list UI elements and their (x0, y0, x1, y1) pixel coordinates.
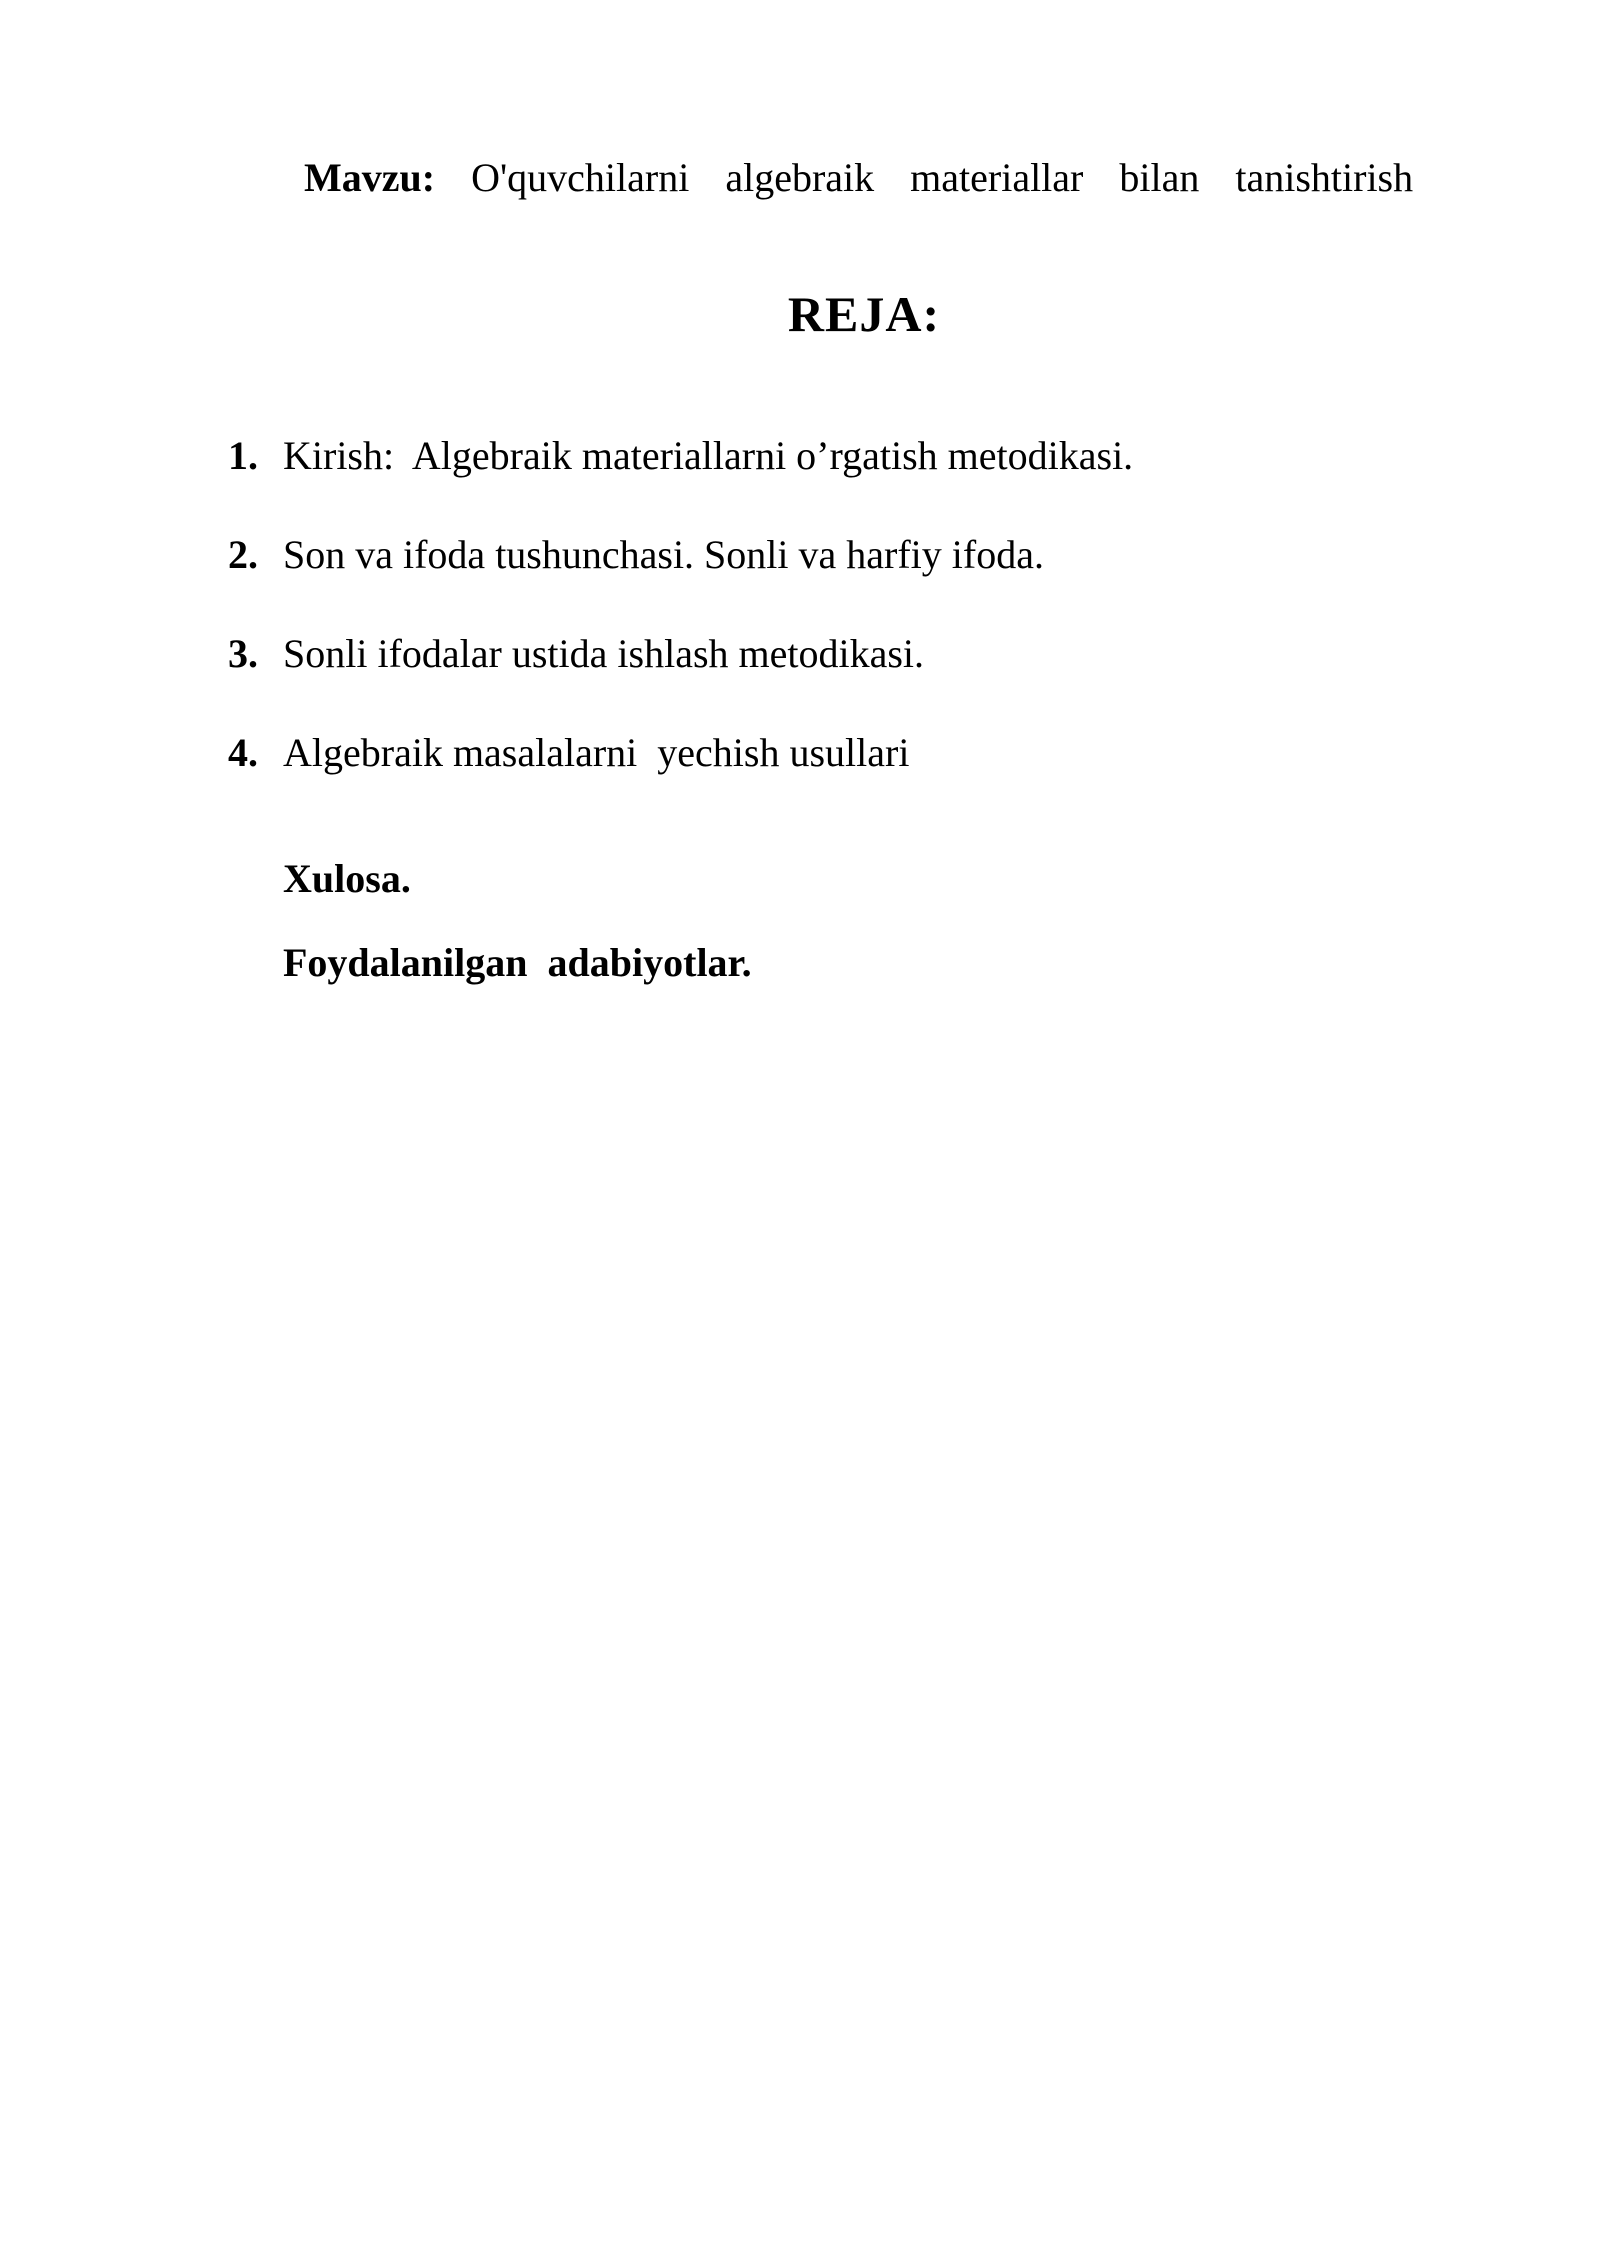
plan-list (228, 428, 1134, 824)
plan-item-text: Son va ifoda tushunchasi. Sonli va harfiy ifoda. (283, 532, 1044, 577)
plan-item (228, 626, 925, 725)
plan-item (228, 725, 910, 824)
conclusion-heading: Xulosa. (283, 856, 411, 901)
plan-item (228, 428, 1134, 527)
plan-item-number: 3. (228, 631, 258, 676)
topic-line (304, 150, 1413, 206)
plan-item-text: Kirish: Algebraik materiallarni o’rgatish metodikasi. (283, 433, 1134, 478)
plan-item-text: Sonli ifodalar ustida ishlash metodikasi. (283, 631, 925, 676)
topic-text: O'quvchilarni algebraik materiallar bilan tanishtirish (471, 155, 1414, 200)
plan-item-number: 4. (228, 730, 258, 775)
topic-label: Mavzu: (304, 155, 436, 200)
plan-heading: REJA: (787, 286, 941, 342)
plan-item-number: 1. (228, 433, 258, 478)
plan-item (228, 527, 1044, 626)
plan-item-number: 2. (228, 532, 258, 577)
references-heading: Foydalanilgan adabiyotlar. (283, 940, 752, 985)
plan-item-text: Algebraik masalalarni yechish usullari (283, 730, 910, 775)
